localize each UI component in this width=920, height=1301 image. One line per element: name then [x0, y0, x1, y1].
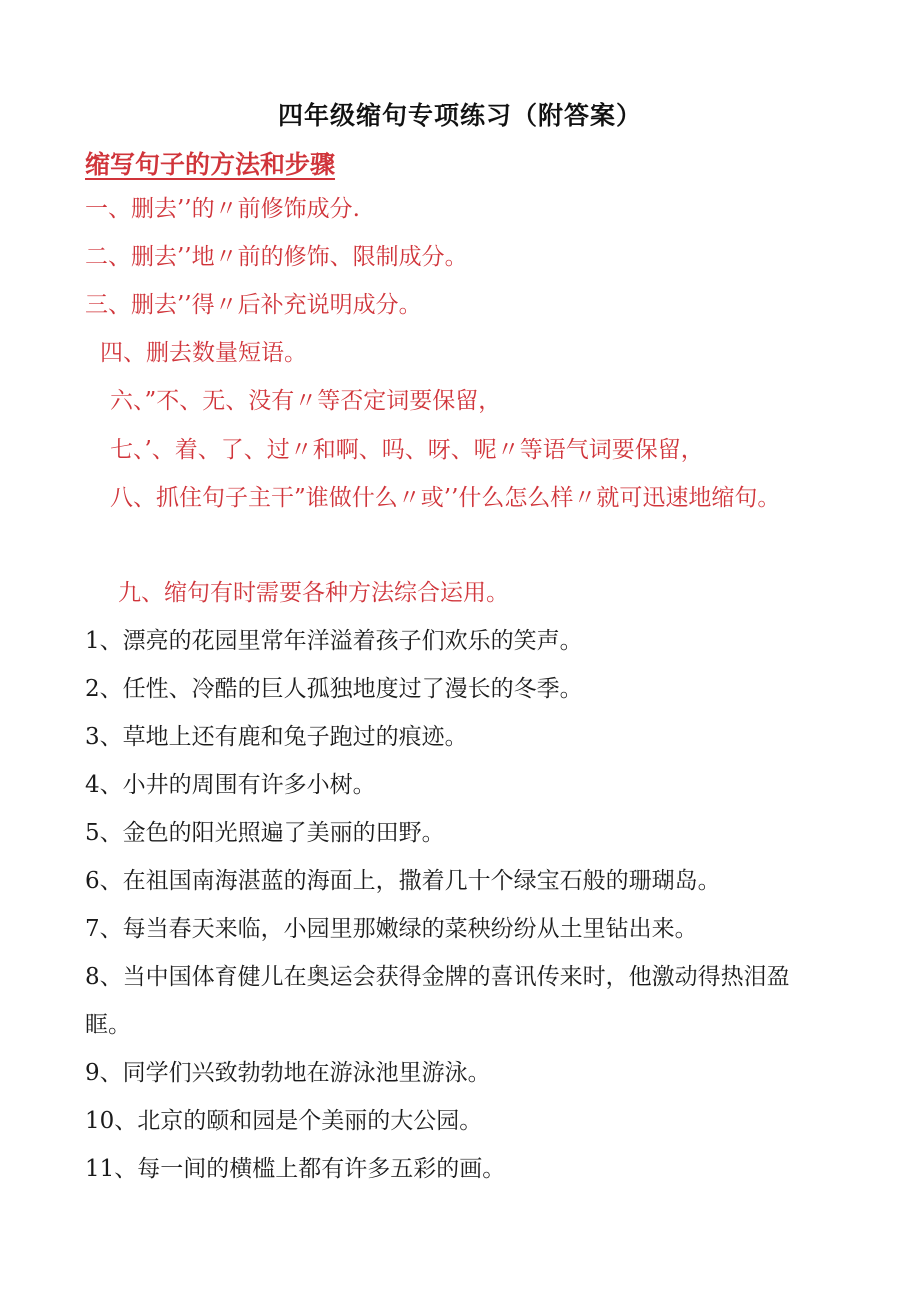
exercise-item: 7、每当春天来临，小园里那嫩绿的菜秧纷纷从土里钻出来。: [85, 916, 698, 942]
document-title: 四年级缩句专项练习（附答案）: [277, 101, 642, 130]
exercise-item: 2、任性、冷酷的巨人孤独地度过了漫长的冬季。: [85, 676, 583, 702]
method-item: 七、’、着、了、过〃和啊、吗、呀、呢〃等语气词要保留，: [110, 437, 704, 463]
method-item: 六、”不、无、没有〃等否定词要保留，: [110, 388, 502, 414]
method-item: 九、缩句有时需要各种方法综合运用。: [118, 580, 509, 606]
method-item: 一、删去’’的〃前修饰成分.: [85, 196, 360, 222]
exercise-item: 5、金色的阳光照遍了美丽的田野。: [85, 820, 445, 846]
exercise-item: 1、漂亮的花园里常年洋溢着孩子们欢乐的笑声。: [85, 628, 583, 654]
method-item: 八、抓住句子主干”谁做什么〃或’’什么怎么样〃就可迅速地缩句。: [110, 485, 781, 511]
exercise-item: 8、当中国体育健儿在奥运会获得金牌的喜讯传来时，他激动得热泪盈眶。: [85, 964, 790, 1038]
method-heading: 缩写句子的方法和步骤: [85, 150, 336, 179]
exercise-item: 3、草地上还有鹿和兔子跑过的痕迹。: [85, 724, 468, 750]
exercise-item: 11、每一间的横槛上都有许多五彩的画。: [85, 1156, 506, 1182]
exercise-item: 10、北京的颐和园是个美丽的大公园。: [85, 1108, 483, 1134]
exercise-item: 9、同学们兴致勃勃地在游泳池里游泳。: [85, 1060, 491, 1086]
method-item: 二、删去’’地〃前的修饰、限制成分。: [85, 244, 468, 270]
exercise-item: 6、在祖国南海湛蓝的海面上，撒着几十个绿宝石般的珊瑚岛。: [85, 868, 721, 894]
method-item: 四、删去数量短语。: [100, 340, 307, 366]
method-item: 三、删去’’得〃后补充说明成分。: [85, 292, 422, 318]
exercise-item: 4、小井的周围有许多小树。: [85, 772, 376, 798]
